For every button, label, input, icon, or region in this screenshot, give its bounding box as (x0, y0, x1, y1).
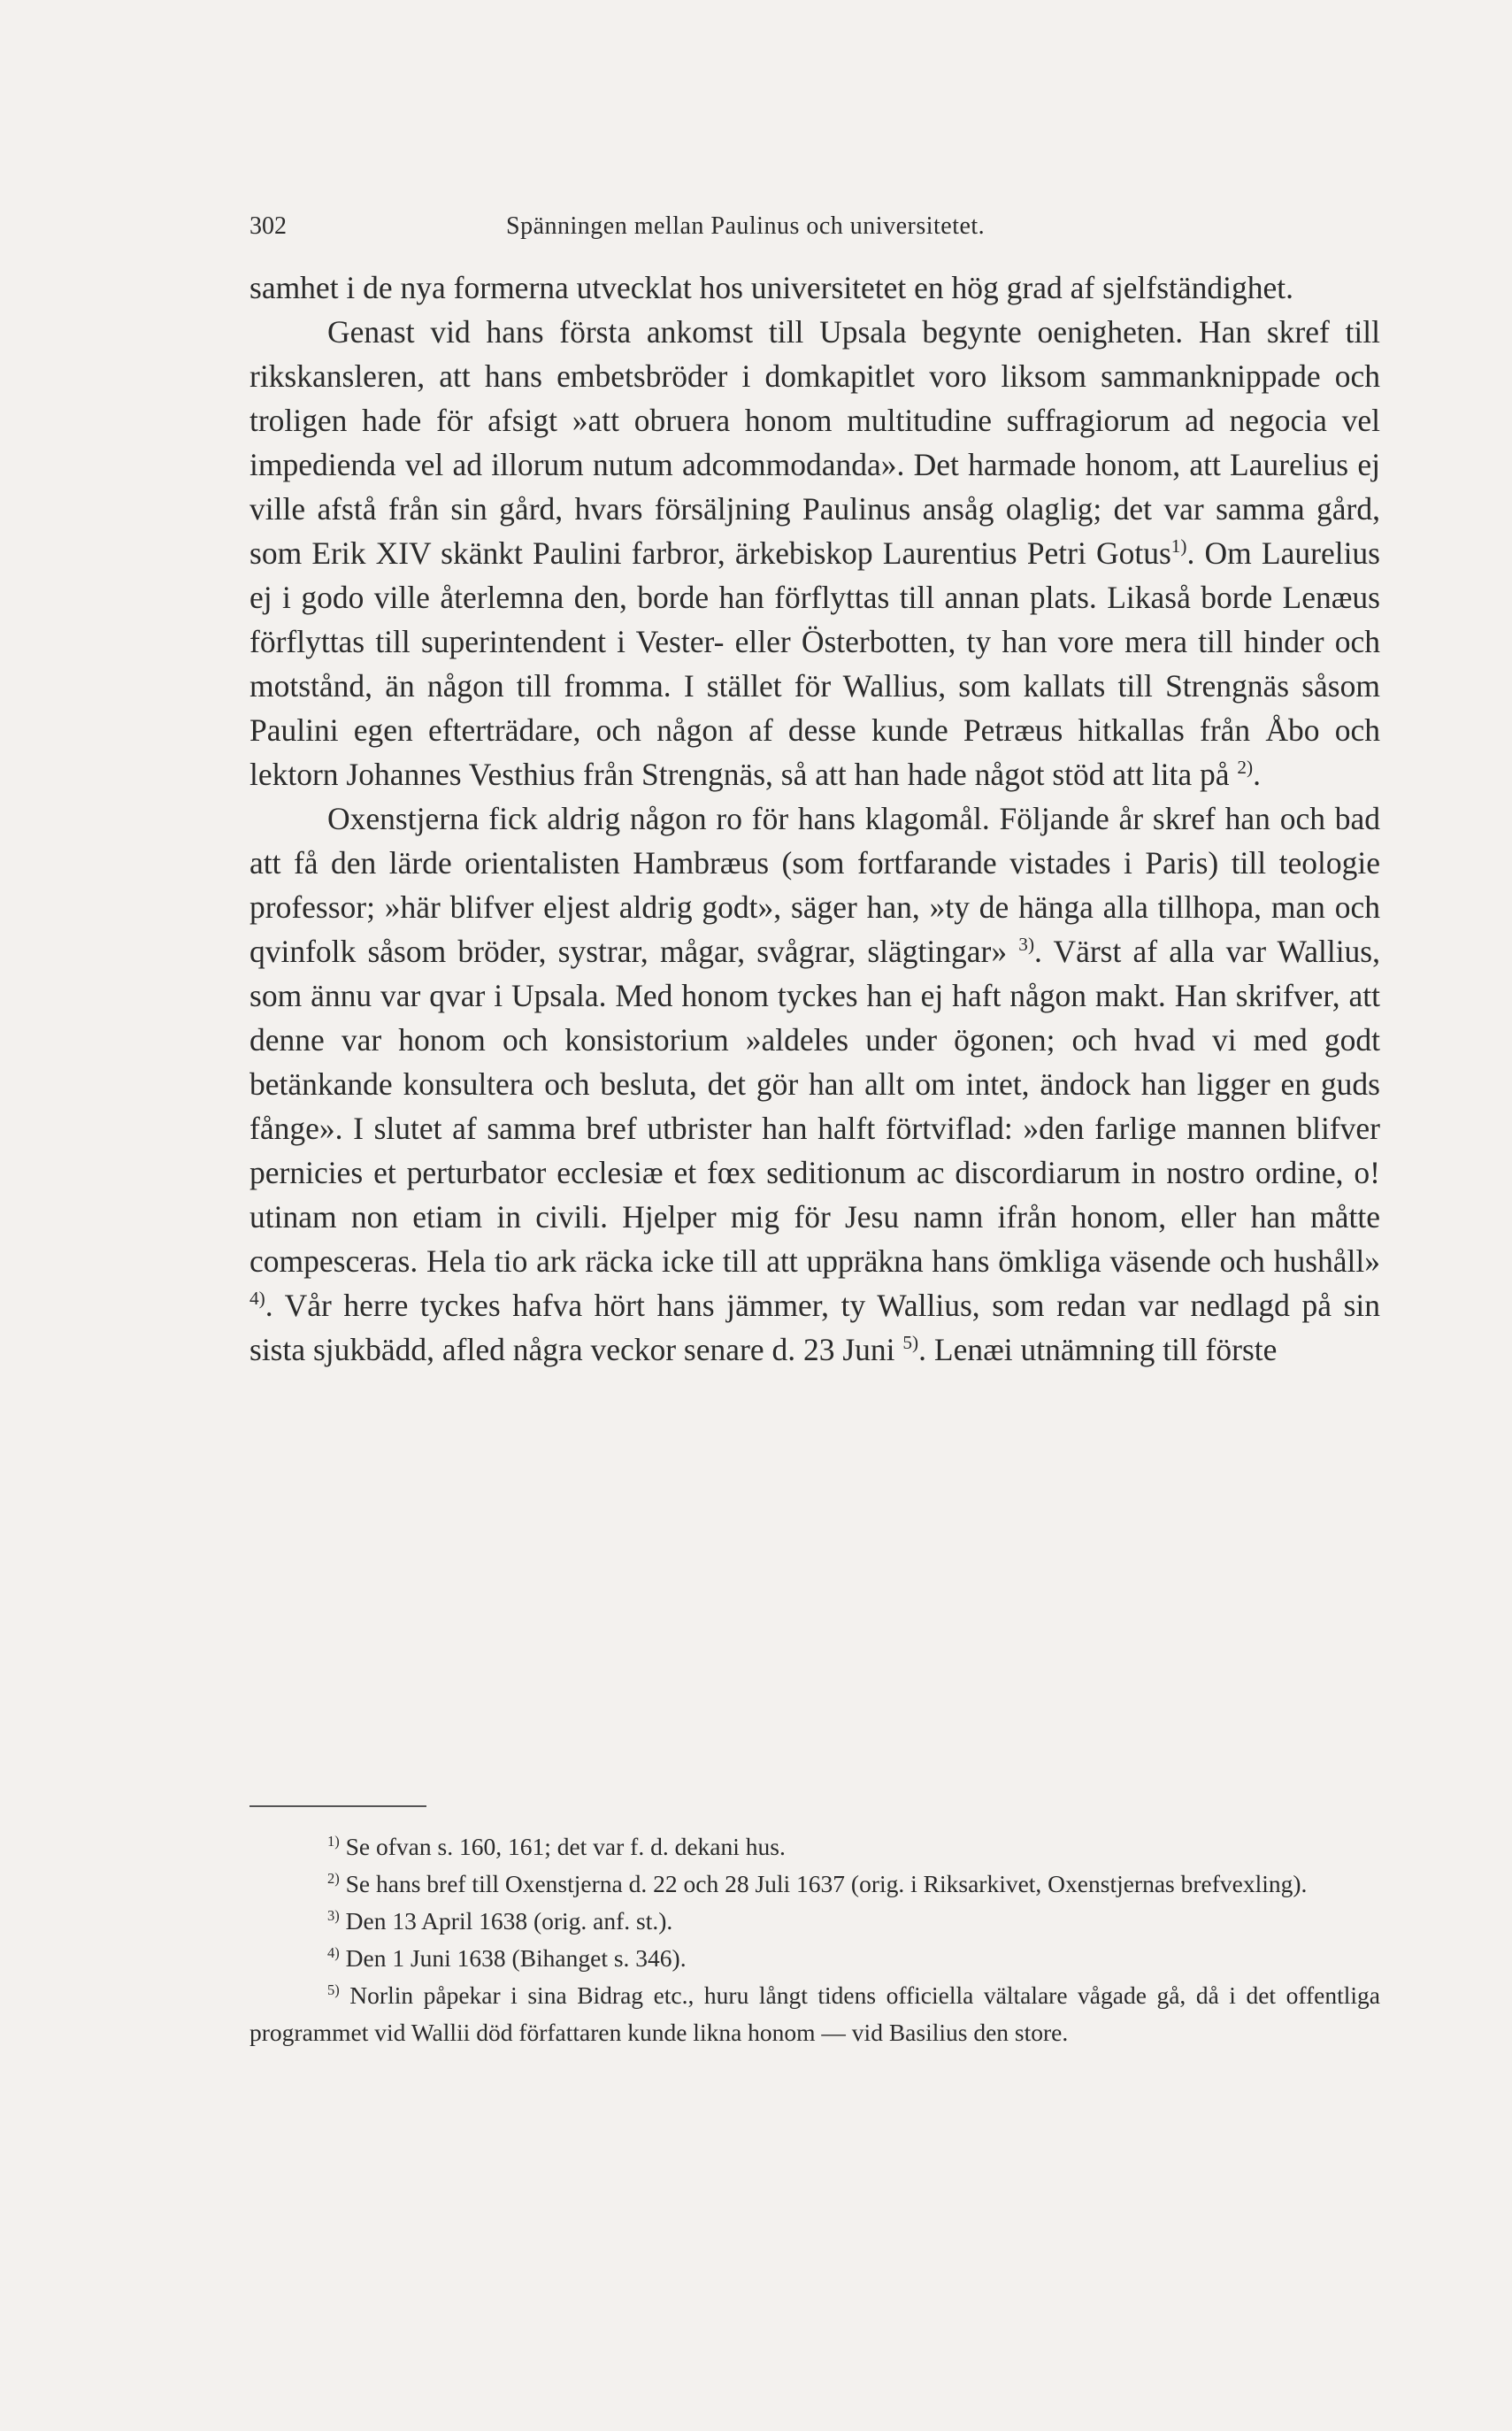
footnote-text: Den 1 Juni 1638 (Bihanget s. 346). (345, 1944, 687, 1972)
footnote-ref[interactable]: 2) (1237, 757, 1254, 779)
footnote-ref[interactable]: 3) (1018, 934, 1035, 956)
footnote-ref[interactable]: 5) (902, 1332, 919, 1354)
footnote-divider (249, 1805, 426, 1807)
footnote-text: Se hans bref till Oxenstjerna d. 22 och 28 Juli 1637 (orig. i Riksarkivet, Oxenstjernas brefvexling). (345, 1870, 1308, 1897)
page-number: 302 (249, 212, 287, 240)
running-head (249, 209, 1382, 244)
footnote-text: Se ofvan s. 160, 161; det var f. d. dekani hus. (345, 1833, 786, 1860)
footnote (249, 1866, 1380, 1903)
footnote-mark: 1) (327, 1833, 340, 1850)
footnote-ref[interactable]: 4) (249, 1288, 265, 1310)
footnote-ref[interactable]: 1) (1170, 535, 1187, 558)
paragraph: samhet i de nya formerna utvecklat hos universitetet en hög grad af sjelfständighet. (249, 270, 1293, 305)
footnote (249, 1828, 1380, 1866)
footnote-text: Den 13 April 1638 (orig. anf. st.). (345, 1907, 673, 1935)
body-text (249, 265, 1380, 1372)
running-title: Spänningen mellan Paulinus och universitetet. (506, 212, 986, 240)
paragraph: Oxenstjerna fick aldrig någon ro för hans klagomål. Följande år skref han och bad att få den lärde orientalisten Hambræus (som fortfarande vistades i Paris) till teologie professor; »här blifver eljest aldrig godt», säger han, »ty de hänga alla tillhopa, man och qvinfolk såsom bröder, systrar, mågar, svågrar, slägtingar» $^{3)}$. Värst af alla var Wallius, som ännu var qvar i Upsala. Med honom tyckes han ej haft någon makt. Han skrifver, att denne var honom och konsistorium »aldeles under ögonen; och hvad vi med godt betänkande konsultera och besluta, det gör han allt om intet, ändock han ligger en guds fånge». I slutet af samma bref utbrister han halft förtviflad: »den farlige mannen blifver pernicies et perturbator ecclesiæ et fœx seditionum ac discordiarum in nostro ordine, o! utinam non etiam in civili. Hjelper mig för Jesu namn ifrån honom, eller han måtte compesceras. Hela tio ark räcka icke till att uppräkna hans ömkliga väsende och hushåll» $^{4)}$. Vår herre tyckes hafva hört hans jämmer, ty Wallius, som redan var nedlagd på sin sista sjukbädd, afled några veckor senare d. 23 Juni $^{5)}$. Lenæi utnämning till förste (249, 801, 1380, 1367)
paragraph: Genast vid hans första ankomst till Upsala begynte oenigheten. Han skref till rikskansleren, att hans embetsbröder i domkapitlet voro liksom sammanknippade och troligen hade för afsigt »att obruera honom multitudine suffragiorum ad negocia vel impedienda vel ad illorum nutum adcommodanda». Det harmade honom, att Laurelius ej ville afstå från sin gård, hvars försäljning Paulinus ansåg olaglig; det var samma gård, som Erik XIV skänkt Paulini farbror, ärkebiskop Laurentius Petri Gotus$^{1)}$. Om Laurelius ej i godo ville återlemna den, borde han förflyttas till annan plats. Likaså borde Lenæus förflyttas till superintendent i Vester- eller Österbotten, ty han vore mera till hinder och motstånd, än någon till fromma. I stället för Wallius, som kallats till Strengnäs såsom Paulini egen efterträdare, och någon af desse kunde Petræus hitkallas från Åbo och lektorn Johannes Vesthius från Strengnäs, så att han hade något stöd att lita på $^{2)}$. (249, 314, 1380, 792)
footnotes (249, 1828, 1380, 2051)
footnote (249, 1977, 1380, 2051)
footnote (249, 1903, 1380, 1940)
footnote-mark: 4) (327, 1944, 340, 1962)
footnote-text: Norlin påpekar i sina Bidrag etc., huru långt tidens officiella vältalare vågade gå, då i det offentliga programmet vid Wallii död författaren kunde likna honom — vid Basilius den store. (249, 1981, 1381, 2046)
footnote (249, 1940, 1380, 1977)
footnote-mark: 5) (327, 1981, 340, 1999)
footnote-mark: 3) (327, 1907, 340, 1925)
footnote-mark: 2) (327, 1870, 340, 1888)
